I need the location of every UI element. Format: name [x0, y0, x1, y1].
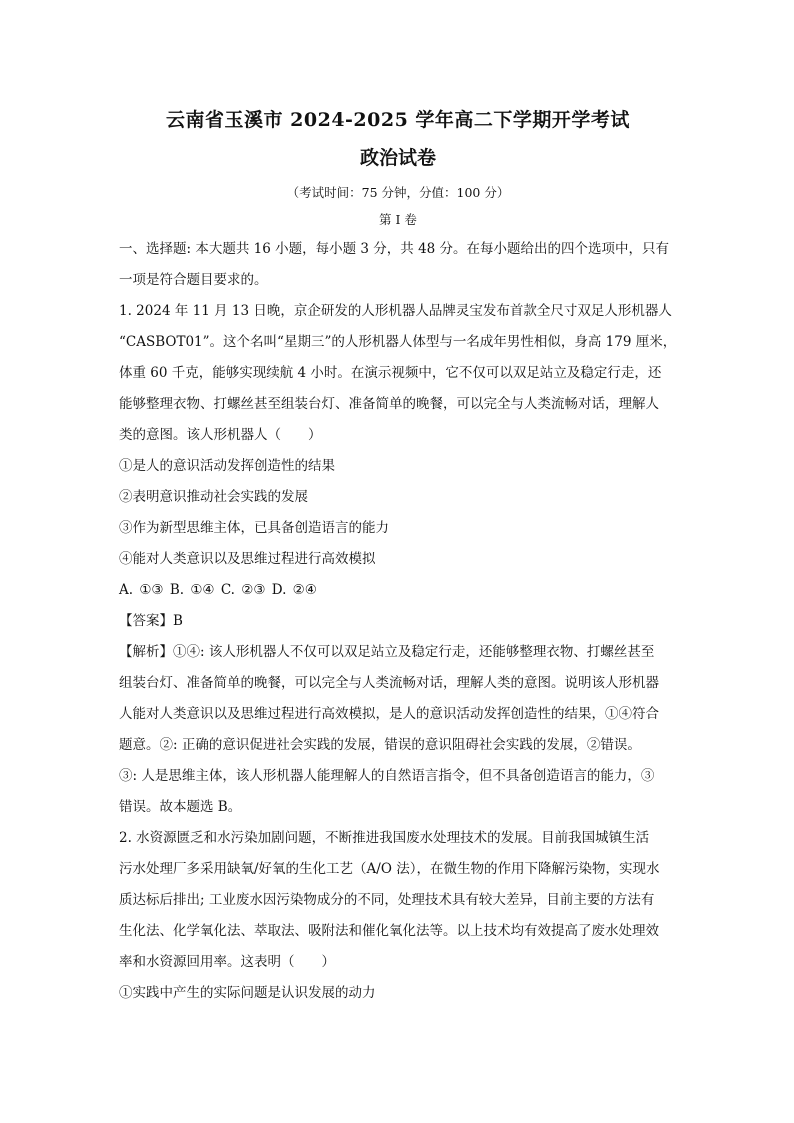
- question-option: ①是人的意识活动发挥创造性的结果: [119, 458, 335, 474]
- question-2: [119, 823, 677, 1009]
- analysis-line: ③: 人是思维主体，该人形机器人能理解人的自然语言指令，但不具备创造语言的能力，③: [119, 768, 655, 784]
- answer-key: 【答案】B: [119, 613, 183, 629]
- question-stem-line: 2. 水资源匮乏和水污染加剧问题，不断推进我国废水处理技术的发展。目前我国城镇生活: [119, 830, 650, 846]
- analysis-line: 错误。故本题选 B。: [119, 799, 242, 815]
- exam-title: 云南省玉溪市 2024-2025 学年高二下学期开学考试: [166, 109, 630, 131]
- analysis-line: 人能对人类意识以及思维过程进行高效模拟，是人的意识活动发挥创造性的结果，①④符合: [119, 706, 659, 722]
- section-intro: [119, 234, 677, 296]
- page-content: [119, 106, 677, 1009]
- analysis-line: 题意。②: 正确的意识促进社会实践的发展，错误的意识阻碍社会实践的发展，②错误。: [119, 737, 641, 753]
- volume-label: 第 I 卷: [379, 212, 417, 227]
- question-stem-line: 能够整理衣物、打螺丝甚至组装台灯、准备简单的晚餐，可以完全与人类流畅对话，理解人: [119, 396, 659, 412]
- section-intro-line: 一、选择题: 本大题共 16 小题，每小题 3 分，共 48 分。在每小题给出的四个选项中，只有: [119, 241, 670, 257]
- exam-subtitle: 政治试卷: [359, 147, 436, 169]
- answer-choices: A. ①③ B. ①④ C. ②③ D. ②④: [119, 582, 317, 598]
- question-option: ①实践中产生的实际问题是认识发展的动力: [119, 985, 376, 1001]
- exam-info: （考试时间：75 分钟，分值：100 分）: [286, 185, 510, 200]
- analysis-line: 组装台灯、准备简单的晚餐，可以完全与人类流畅对话，理解人类的意图。说明该人形机器: [119, 675, 659, 691]
- question-option: ③作为新型思维主体，已具备创造语言的能力: [119, 520, 389, 536]
- question-stem-line: 类的意图。该人形机器人（ ）: [119, 427, 322, 443]
- question-stem-line: 1. 2024 年 11 月 13 日晚，京企研发的人形机器人品牌灵宝发布首款全尺寸双足人形机器人: [119, 303, 672, 319]
- question-stem-line: 体重 60 千克，能够实现续航 4 小时。在演示视频中，它不仅可以双足站立及稳定行走，还: [119, 365, 662, 381]
- question-stem-line: 率和水资源回用率。这表明（ ）: [119, 954, 335, 970]
- analysis-line: 【解析】①④: 该人形机器人不仅可以双足站立及稳定行走，还能够整理衣物、打螺丝甚至: [119, 644, 655, 660]
- question-stem-line: 污水处理厂多采用缺氧/好氧的生化工艺（A/O 法），在微生物的作用下降解污染物，实现水: [119, 861, 660, 877]
- question-option: ④能对人类意识以及思维过程进行高效模拟: [119, 551, 376, 567]
- question-option: ②表明意识推动社会实践的发展: [119, 489, 308, 505]
- section-intro-line: 一项是符合题目要求的。: [119, 272, 268, 288]
- question-1: [119, 296, 677, 823]
- question-stem-line: 生化法、化学氧化法、萃取法、吸附法和催化氧化法等。以上技术均有效提高了废水处理效: [119, 923, 659, 939]
- question-stem-line: “CASBOT01”。这个名叫“星期三”的人形机器人体型与一名成年男性相似，身高 179 厘米，: [119, 334, 677, 350]
- question-stem-line: 质达标后排出; 工业废水因污染物成分的不同，处理技术具有较大差异，目前主要的方法有: [119, 892, 655, 908]
